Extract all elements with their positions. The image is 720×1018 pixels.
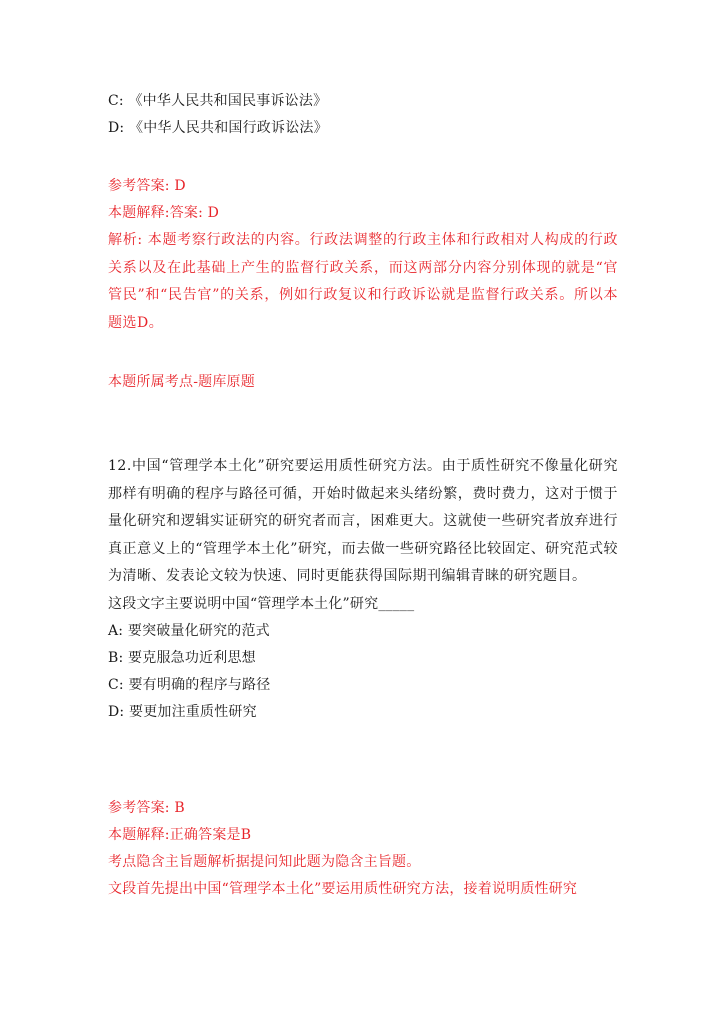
option-d: D: 要更加注重质性研究 [108, 703, 257, 720]
prev-question-answer-section [108, 173, 618, 337]
hint-line: 考点隐含主旨题解析据提问知此题为隐含主旨题。 [108, 854, 421, 870]
option-c: C: 要有明确的程序与路径 [108, 676, 271, 693]
prev-question-options [108, 88, 618, 142]
answer-label: 参考答案: B [108, 800, 185, 816]
question-prompt: 这段文字主要说明中国“管理学本土化”研究_____ [108, 595, 415, 612]
option-c: C: 《中华人民共和国民事诉讼法》 [108, 93, 328, 109]
question-12-answer-section [108, 795, 618, 903]
answer-label: 参考答案: D [108, 178, 186, 194]
topic-label: 本题所属考点-题库原题 [108, 374, 255, 390]
analysis-paragraph: 解析: 本题考察行政法的内容。行政法调整的行政主体和行政相对人构成的行政关系以及在此基础上产生的监督行政关系，而这两部分内容分别体现的就是“官管民”和“民告官”的关系，例如行政复议和行政诉讼就是监督行政关系。所以本题选D。 [108, 232, 618, 331]
question-stem: 12.中国“管理学本土化”研究要运用质性研究方法。由于质性研究不像量化研究那样有明确的程序与路径可循，开始时做起来头绪纷繁，费时费力，这对于惯于量化研究和逻辑实证研究的研究者而言，困难更大。这就使一些研究者放弃进行真正意义上的“管理学本土化”研究，而去做一些研究路径比较固定、研究范式较为清晰、发表论文较为快速、同时更能获得国际期刊编辑青睐的研究题目。 [108, 458, 618, 584]
explanation-label: 本题解释:正确答案是B [108, 827, 252, 843]
option-b: B: 要克服急功近利思想 [108, 649, 256, 666]
explanation-label: 本题解释:答案: D [108, 205, 220, 221]
option-d: D: 《中华人民共和国行政诉讼法》 [108, 120, 328, 136]
option-a: A: 要突破量化研究的范式 [108, 622, 270, 639]
analysis-start: 文段首先提出中国“管理学本土化”要运用质性研究方法，接着说明质性研究 [108, 881, 578, 897]
question-12 [108, 453, 618, 726]
prev-question-topic [108, 369, 618, 396]
